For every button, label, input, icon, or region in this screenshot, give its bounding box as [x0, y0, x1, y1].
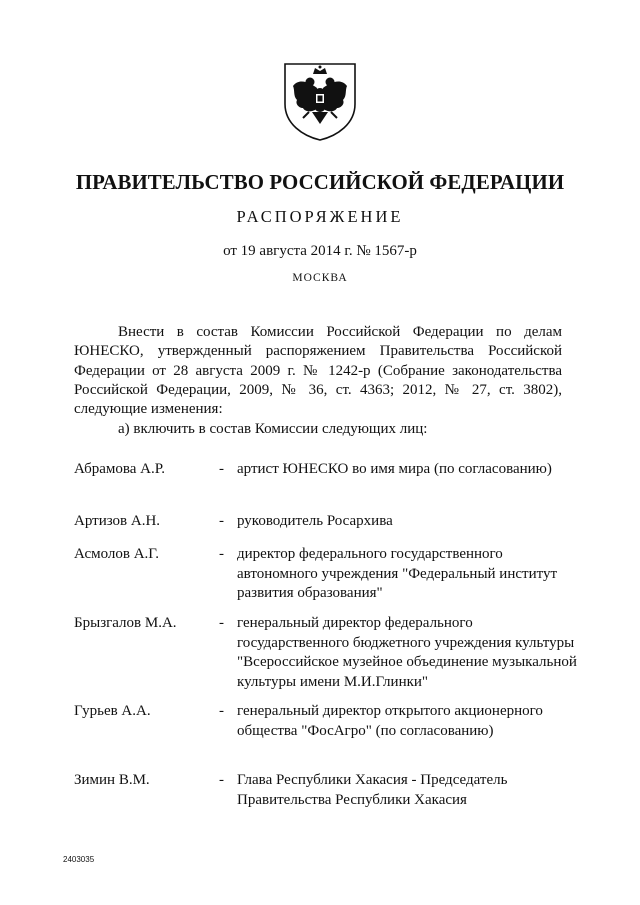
- member-name: Асмолов А.Г.: [74, 546, 160, 562]
- member-description: генеральный директор открытого акционерного общества "ФосАгро" (по согласованию): [237, 703, 543, 739]
- member-dash: -: [219, 513, 224, 529]
- member-dash: -: [219, 615, 224, 631]
- member-dash: -: [219, 461, 224, 477]
- member-description: генеральный директор федерального государственного бюджетного учреждения культуры "Всероссийское музейное объединение музыкальной культуры имени М.И.Глинки": [237, 615, 577, 690]
- member-name: Гурьев А.А.: [74, 703, 151, 719]
- government-title: ПРАВИТЕЛЬСТВО РОССИЙСКОЙ ФЕДЕРАЦИИ: [75, 170, 565, 194]
- intro-paragraph: Внести в состав Комиссии Российской Федерации по делам ЮНЕСКО, утвержденный распоряжением Правительства Российской Федерации от 28 августа 2009 г. № 1242-р (Собрание законодательства Российской Федерации, 2009, № 36, ст. 4363; 2012, № 27, ст. 3802), следующие изменения:: [74, 324, 562, 418]
- date-number: от 19 августа 2014 г. № 1567-р: [223, 243, 417, 259]
- member-name: Брызгалов М.А.: [74, 615, 177, 631]
- member-dash: -: [219, 546, 224, 562]
- coat-of-arms-icon: [279, 60, 361, 142]
- member-name: Абрамова А.Р.: [74, 461, 165, 477]
- member-dash: -: [219, 772, 224, 788]
- member-description: директор федерального государственного автономного учреждения "Федеральный институт развития образования": [237, 546, 558, 601]
- member-name: Зимин В.М.: [74, 772, 150, 788]
- document-code: 2403035: [63, 855, 95, 864]
- member-dash: -: [219, 703, 224, 719]
- member-name: Артизов А.Н.: [74, 513, 161, 529]
- city-label: МОСКВА: [292, 272, 348, 284]
- subitem-a: а) включить в состав Комиссии следующих лиц:: [118, 421, 428, 437]
- member-description: руководитель Росархива: [237, 513, 393, 529]
- member-description: Глава Республики Хакасия - Председатель Правительства Республики Хакасия: [237, 772, 508, 808]
- member-description: артист ЮНЕСКО во имя мира (по согласованию): [237, 461, 552, 477]
- document-type: РАСПОРЯЖЕНИЕ: [236, 207, 404, 226]
